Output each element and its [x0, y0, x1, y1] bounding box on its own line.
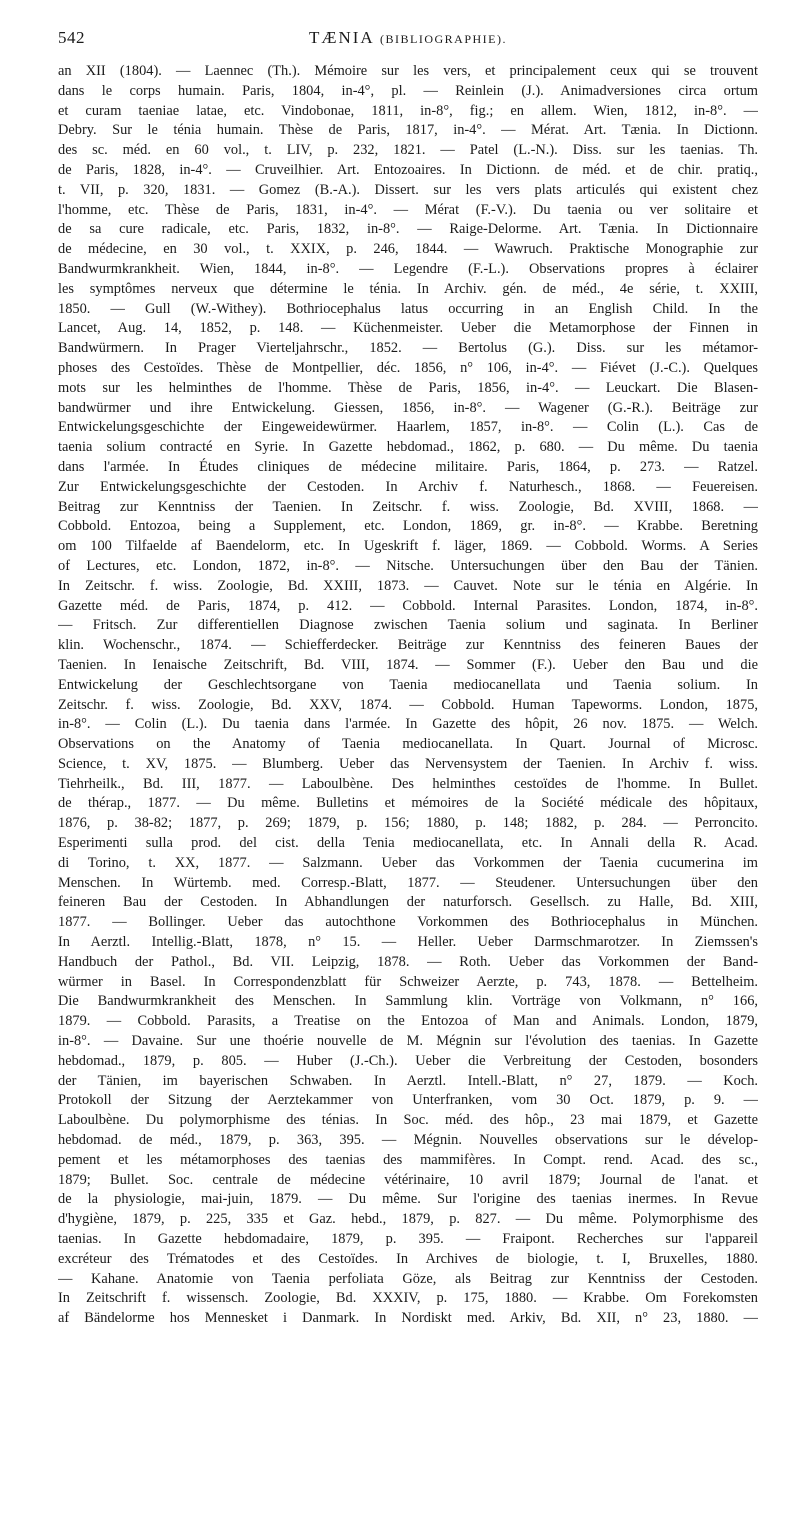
text-line: Menschen. In Würtemb. med. Corresp.-Blatt, 1877. — Steudener. Untersuchungen über den: [58, 874, 758, 891]
text-line: 1876, p. 38-82; 1877, p. 269; 1879, p. 156; 1880, p. 148; 1882, p. 284. — Perroncito.: [58, 815, 758, 832]
text-line: 1850. — Gull (W.-Withey). Bothriocephalus latus occurring in an English Child. In the: [58, 300, 758, 317]
text-line: Die Bandwurmkrankheit des Menschen. In Sammlung klin. Vorträge von Volkmann, n° 166,: [58, 993, 758, 1010]
text-line: klin. Wochenschr., 1874. — Schiefferdecker. Beiträge zur Kenntniss des feineren Baues der: [58, 637, 758, 654]
text-line: taenia solium contracté en Syrie. In Gazette hebdomad., 1862, p. 680. — Du même. Du taenia: [58, 439, 758, 456]
text-line: in-8°. — Davaine. Sur une thoérie nouvelle de M. Mégnin sur l'évolution des taenias. In Gazette: [58, 1033, 758, 1050]
text-line: — Kahane. Anatomie von Taenia perfoliata Göze, als Beitrag zur Kenntniss der Cestoden.: [58, 1270, 758, 1287]
text-line: in-8°. — Colin (L.). Du taenia dans l'armée. In Gazette des hôpit, 26 nov. 1875. — Welch.: [58, 716, 758, 733]
text-line: phoses des Cestoïdes. Thèse de Montpellier, déc. 1856, n° 106, in-4°. — Fiévet (J.-C.). Quelques: [58, 359, 758, 376]
text-line: der Tänien, im bayerischen Schwaben. In Aerztl. Intell.-Blatt, n° 27, 1879. — Koch.: [58, 1072, 758, 1089]
text-line: bandwürmer und ihre Entwickelung. Giessen, 1856, in-8°. — Wagener (G.-R.). Beiträge zur: [58, 399, 758, 416]
text-line: de médecine, en 30 vol., t. XXIX, p. 246, 1844. — Wawruch. Praktische Monographie zur: [58, 241, 758, 258]
text-line: de la physiologie, mai-juin, 1879. — Du même. Sur l'origine des taenias inermes. In Revue: [58, 1191, 758, 1208]
text-line: Cobbold. Entozoa, being a Supplement, etc. London, 1869, gr. in-8°. — Krabbe. Beretning: [58, 518, 758, 535]
text-line: et curam taeniae latae, etc. Vindobonae, 1811, in-8°, fig.; en allem. Wien, 1812, in-8°. —: [58, 102, 758, 119]
text-line: l'homme, etc. Thèse de Paris, 1831, in-4°. — Mérat (F.-V.). Du taenia ou ver solitaire et: [58, 201, 758, 218]
text-line: des sc. méd. en 60 vol., t. LIV, p. 232, 1821. — Patel (L.-N.). Diss. sur les taenias. Th.: [58, 142, 758, 159]
text-line: d'hygiène, 1879, p. 225, 335 et Gaz. hebd., 1879, p. 827. — Du même. Polymorphisme des: [58, 1211, 758, 1228]
text-line: les symptômes nerveux que détermine le ténia. In Archiv. gén. de méd., 4e série, t. XXIII,: [58, 280, 758, 297]
text-line: de sa cure radicale, etc. Paris, 1832, in-8°. — Raige-Delorme. Art. Tænia. In Dictionnaire: [58, 221, 758, 238]
text-line: In Zeitschr. f. wiss. Zoologie, Bd. XXIII, 1873. — Cauvet. Note sur le ténia en Algérie. In: [58, 577, 758, 594]
text-line: Observations on the Anatomy of Taenia mediocanellata. In Quart. Journal of Microsc.: [58, 736, 758, 753]
text-line: excréteur des Trématodes et des Cestoïdes. In Archives de biologie, t. I, Bruxelles, 1880.: [58, 1250, 758, 1267]
text-line: dans le corps humain. Paris, 1804, in-4°, pl. — Reinlein (J.). Animadversiones circa ortum: [58, 82, 758, 99]
text-line: 1879. — Cobbold. Parasits, a Treatise on the Entozoa of Man and Animals. London, 1879,: [58, 1013, 758, 1030]
text-line: pement et les métamorphoses des taenias des mammifères. In Compt. rend. Acad. des sc.,: [58, 1151, 758, 1168]
text-line: — Fritsch. Zur differentiellen Diagnose zwischen Taenia solium und saginata. In Berliner: [58, 617, 758, 634]
bibliography-text: [58, 62, 758, 1329]
text-line: Zeitschr. f. wiss. Zoologie, Bd. XXV, 1874. — Cobbold. Human Tapeworms. London, 1875,: [58, 696, 758, 713]
text-line: de Paris, 1828, in-4°. — Cruveilhier. Art. Entozoaires. In Dictionn. de méd. et de chir. pratiq.,: [58, 161, 758, 178]
text-line: Bandwürmern. In Prager Vierteljahrschr., 1852. — Bertolus (G.). Diss. sur les métamor-: [58, 340, 758, 357]
text-line: Debry. Sur le ténia humain. Thèse de Paris, 1817, in-4°. — Mérat. Art. Tænia. In Dictionn.: [58, 122, 758, 139]
text-line: Zur Entwickelungsgeschichte der Cestoden. In Archiv f. Naturhesch., 1868. — Feuereisen.: [58, 478, 758, 495]
text-line: Taenien. In Ienaische Zeitschrift, Bd. VIII, 1874. — Sommer (F.). Ueber den Bau und die: [58, 656, 758, 673]
text-line: Science, t. XV, 1875. — Blumberg. Ueber das Nervensystem der Taenien. In Archiv f. wiss.: [58, 755, 758, 772]
text-line: Entwickelung der Geschlechtsorgane von Taenia mediocanellata und Taenia solium. In: [58, 676, 758, 693]
text-line: Handbuch der Pathol., Bd. VII. Leipzig, 1878. — Roth. Ueber das Vorkommen der Band-: [58, 953, 758, 970]
text-line: Esperimenti sulla prod. del cist. della Tenia mediocanellata, etc. In Annali della R. Acad.: [58, 835, 758, 852]
text-line: In Aerztl. Intellig.-Blatt, 1878, n° 15. — Heller. Ueber Darmschmarotzer. In Ziemssen's: [58, 934, 758, 951]
text-line: feineren Bau der Cestoden. In Abhandlungen der naturforsch. Gesellsch. zu Halle, Bd. XIII,: [58, 894, 758, 911]
text-line: hebdomad., 1879, p. 805. — Huber (J.-Ch.). Ueber die Verbreitung der Cestoden, bosonders: [58, 1052, 758, 1069]
text-line: Bandwurmkrankheit. Wien, 1844, in-8°. — Legendre (F.-L.). Observations propres à éclairer: [58, 260, 758, 277]
text-line: Laboulbène. Du polymorphisme des ténias. In Soc. méd. des hôp., 23 mai 1879, et Gazette: [58, 1112, 758, 1129]
page-number: 542: [58, 28, 85, 47]
text-line: Tiehrheilk., Bd. III, 1877. — Laboulbène. Des helminthes cestoïdes de l'homme. In Bullet.: [58, 775, 758, 792]
page-header: [58, 28, 758, 54]
text-line: de thérap., 1877. — Du même. Bulletins et mémoires de la Société médicale des hôpitaux,: [58, 795, 758, 812]
running-head: [58, 28, 758, 48]
text-line: an XII (1804). — Laennec (Th.). Mémoire sur les vers, et principalement ceux qui se trouvent: [58, 63, 758, 79]
text-line: würmer in Basel. In Correspondenzblatt für Schweizer Aerzte, p. 743, 1878. — Bettelheim.: [58, 973, 758, 990]
text-line: Lancet, Aug. 14, 1852, p. 148. — Küchenmeister. Ueber die Metamorphose der Finnen in: [58, 320, 758, 337]
text-line: di Torino, t. XX, 1877. — Salzmann. Ueber das Vorkommen der Taenia cucumerina im: [58, 854, 758, 871]
text-line: 1877. — Bollinger. Ueber das autochthone Vorkommen des Bothriocephalus in München.: [58, 914, 758, 931]
text-line: In Zeitschrift f. wissensch. Zoologie, Bd. XXXIV, p. 175, 1880. — Krabbe. Om Forekomsten: [58, 1290, 758, 1307]
text-line: of Lectures, etc. London, 1872, in-8°. — Nitsche. Untersuchungen über den Bau der Tänien.: [58, 557, 758, 574]
text-line: Entwickelungsgeschichte der Eingeweidewürmer. Haarlem, 1857, in-8°. — Colin (L.). Cas de: [58, 419, 758, 436]
running-title: TÆNIA: [308, 28, 374, 47]
text-line: t. VII, p. 320, 1831. — Gomez (B.-A.). Dissert. sur les vers plats articulés qui existent chez: [58, 181, 758, 198]
text-line: hebdomad. de méd., 1879, p. 363, 395. — Mégnin. Nouvelles observations sur le dévelop-: [58, 1132, 758, 1149]
text-line: Gazette méd. de Paris, 1874, p. 412. — Cobbold. Internal Parasites. London, 1874, in-8°.: [58, 597, 758, 614]
text-line: af Bändelorme hos Mennesket i Danmark. In Nordiskt med. Arkiv, Bd. XII, n° 23, 1880. —: [58, 1310, 758, 1327]
text-line: Protokoll der Sitzung der Aerztekammer von Unterfranken, vom 30 Oct. 1879, p. 9. —: [58, 1092, 758, 1109]
text-line: taenias. In Gazette hebdomadaire, 1879, p. 395. — Fraipont. Recherches sur l'appareil: [58, 1231, 758, 1248]
text-line: 1879; Bullet. Soc. centrale de médecine vétérinaire, 10 avril 1879; Journal de l'anat. et: [58, 1171, 758, 1188]
text-line: om 100 Tilfaelde af Baendelorm, etc. In Ugeskrift f. läger, 1869. — Cobbold. Worms. A Series: [58, 538, 758, 555]
text-line: mots sur les helminthes de l'homme. Thèse de Paris, 1856, in-4°. — Leuckart. Die Blasen-: [58, 379, 758, 396]
running-subtitle: (BIBLIOGRAPHIE).: [380, 32, 508, 46]
text-line: Beitrag zur Kenntniss der Taenien. In Zeitschr. f. wiss. Zoologie, Bd. XVIII, 1868. —: [58, 498, 758, 515]
text-line: dans l'armée. In Études cliniques de médecine militaire. Paris, 1864, p. 273. — Ratzel.: [58, 458, 758, 475]
